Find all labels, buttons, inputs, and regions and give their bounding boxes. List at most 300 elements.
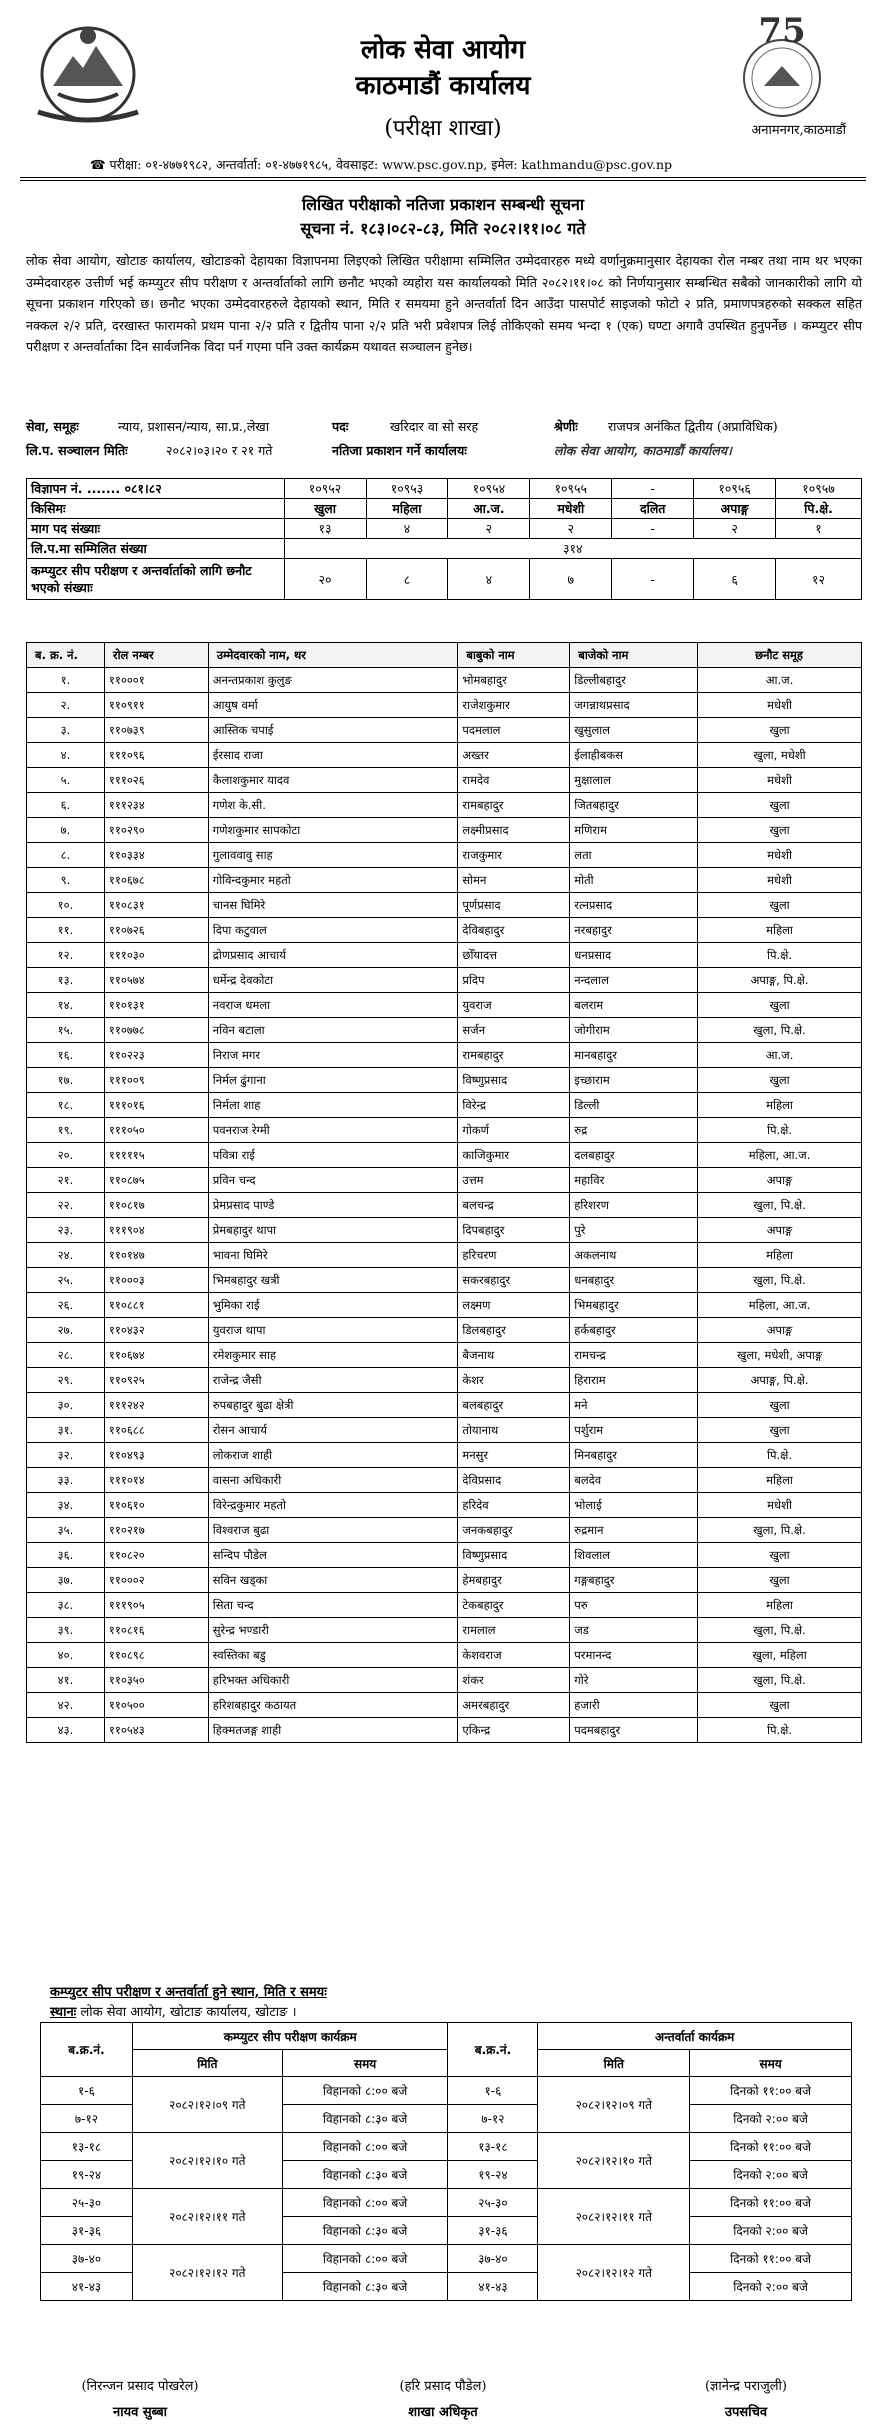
candidate-name-cell: लोकराज शाही <box>208 1443 458 1468</box>
schedule-row <box>41 2245 852 2273</box>
grandfather-name-cell: खुसुलाल <box>570 718 698 743</box>
notice-subtitle: सूचना नं. १८३।०८२-८३, मिति २०८२।११।०८ गते <box>300 219 586 238</box>
signatory-title: उपसचिव <box>724 2405 768 2420</box>
grandfather-name-cell: मानबहादुर <box>570 1043 698 1068</box>
roll-number-cell: ११०००२ <box>104 1568 208 1593</box>
table-row <box>27 768 862 793</box>
computer-test-time: विहानको ८:०० बजे <box>282 2245 448 2273</box>
interview-time: दिनको २:०० बजे <box>690 2105 852 2133</box>
selection-group-cell: महिला <box>698 1593 862 1618</box>
roll-number-cell: ११०४९३ <box>104 1443 208 1468</box>
serial-cell: १. <box>27 668 105 693</box>
interview-roll-range: १९-२४ <box>448 2161 538 2189</box>
time-header: समय <box>690 2050 852 2077</box>
selection-group-cell: खुला, पि.क्षे. <box>698 1193 862 1218</box>
service-label: सेवा, समूहः <box>26 419 79 434</box>
roll-number-cell: ११०२२३ <box>104 1043 208 1068</box>
table-row <box>27 1543 862 1568</box>
serial-cell: १६. <box>27 1043 105 1068</box>
interview-time: दिनको २:०० बजे <box>690 2217 852 2245</box>
father-name-cell: उत्तम <box>458 1168 570 1193</box>
results-body <box>27 668 862 1743</box>
candidate-name-cell: नविन बटाला <box>208 1018 458 1043</box>
class-value: राजपत्र अनंकित द्वितीय (अप्राविधिक) <box>608 419 778 434</box>
selection-group-cell: महिला <box>698 1093 862 1118</box>
roll-number-cell: ११०८८१ <box>104 1293 208 1318</box>
table-row <box>27 943 862 968</box>
candidate-name-cell: निर्मला शाह <box>208 1093 458 1118</box>
selected-cell: ४ <box>448 559 530 600</box>
computer-test-time: विहानको ८:०० बजे <box>282 2133 448 2161</box>
serial-cell: ३३. <box>27 1468 105 1493</box>
selection-group-cell: खुला <box>698 818 862 843</box>
schedule-row <box>41 2133 852 2161</box>
interview-roll-range: ७-१२ <box>448 2105 538 2133</box>
roll-number-cell: ११०८७५ <box>104 1168 208 1193</box>
roll-number-cell: ११०३५० <box>104 1668 208 1693</box>
selection-group-cell: अपाङ्ग <box>698 1218 862 1243</box>
grandfather-name-cell: शिवलाल <box>570 1543 698 1568</box>
roll-number-cell: १११२३४ <box>104 793 208 818</box>
letterhead <box>0 0 886 150</box>
roll-number-cell: १११०१४ <box>104 1468 208 1493</box>
table-row <box>27 1068 862 1093</box>
grandfather-name-cell: भिमबहादुर <box>570 1293 698 1318</box>
serial-cell: १५. <box>27 1018 105 1043</box>
table-row <box>27 1043 862 1068</box>
grandfather-name-cell: हजारी <box>570 1693 698 1718</box>
candidate-name-cell: निर्मल ढुंगाना <box>208 1068 458 1093</box>
table-row <box>27 793 862 818</box>
demand-cell: ४ <box>366 519 448 539</box>
serial-cell: १७. <box>27 1068 105 1093</box>
father-name-cell: विष्णुप्रसाद <box>458 1543 570 1568</box>
signatory-name: (हरि प्रसाद पौडेल) <box>399 2379 487 2394</box>
father-name-cell: लक्ष्मीप्रसाद <box>458 818 570 843</box>
table-row <box>27 968 862 993</box>
roll-number-cell: ११०८९८ <box>104 1643 208 1668</box>
roll-number-cell: ११०८३१ <box>104 893 208 918</box>
type-cell: आ.ज. <box>448 499 530 519</box>
candidate-name-cell: दिपा कटुवाल <box>208 918 458 943</box>
schedule-roll-header: ब.क्र.नं. <box>448 2023 538 2077</box>
father-name-cell: शंकर <box>458 1668 570 1693</box>
roll-number-cell: १११२४२ <box>104 1393 208 1418</box>
computer-test-date: २०८२।१२।१२ गते <box>132 2245 282 2301</box>
post-label: पदः <box>332 419 349 434</box>
computer-roll-range: २५-३० <box>41 2189 133 2217</box>
serial-cell: ३७. <box>27 1568 105 1593</box>
selection-group-cell: खुला <box>698 1568 862 1593</box>
ad-number-label: विज्ञापन नं. ....... ०८१।८२ <box>27 479 285 499</box>
grandfather-name-cell: गोरे <box>570 1668 698 1693</box>
selection-group-cell: आ.ज. <box>698 668 862 693</box>
candidate-name-cell: कैलाशकुमार यादव <box>208 768 458 793</box>
schedule-title: कम्प्युटर सीप परीक्षण र अन्तर्वार्ता हुने स्थान, मिति र समयः <box>50 1985 327 2000</box>
roll-number-cell: ११०००३ <box>104 1268 208 1293</box>
roll-number-cell: ११०१३१ <box>104 993 208 1018</box>
father-name-cell: छोँयादत्त <box>458 943 570 968</box>
candidate-name-cell: युवराज थापा <box>208 1318 458 1343</box>
roll-number-cell: १११०९६ <box>104 743 208 768</box>
selection-group-cell: महिला, आ.ज. <box>698 1293 862 1318</box>
notice-title: लिखित परीक्षाको नतिजा प्रकाशन सम्बन्धी सूचना <box>301 195 585 214</box>
computer-test-time: विहानको ८:३० बजे <box>282 2161 448 2189</box>
serial-cell: १०. <box>27 893 105 918</box>
grandfather-name-cell: गङ्गबहादुर <box>570 1568 698 1593</box>
selection-group-cell: खुला, पि.क्षे. <box>698 1018 862 1043</box>
interview-time: दिनको २:०० बजे <box>690 2273 852 2301</box>
grandfather-name-cell: जोगीराम <box>570 1018 698 1043</box>
grandfather-name-cell: परु <box>570 1593 698 1618</box>
serial-cell: ४१. <box>27 1668 105 1693</box>
grandfather-name-cell: डिल्लीबहादुर <box>570 668 698 693</box>
roll-number-cell: ११०७२६ <box>104 918 208 943</box>
selection-group-cell: खुला <box>698 993 862 1018</box>
candidate-name-cell: आयुष वर्मा <box>208 693 458 718</box>
father-name-cell: हरिचरण <box>458 1243 570 1268</box>
grandfather-name-cell: बलदेव <box>570 1468 698 1493</box>
serial-cell: २६. <box>27 1293 105 1318</box>
schedule-roll-header: ब.क्र.नं. <box>41 2023 133 2077</box>
roll-number-cell: १११००९ <box>104 1068 208 1093</box>
roll-number-cell: ११०२१७ <box>104 1518 208 1543</box>
selected-cell: १२ <box>776 559 862 600</box>
roll-number-cell: ११०६७८ <box>104 868 208 893</box>
serial-cell: ३२. <box>27 1443 105 1468</box>
roll-number-cell: ११०९२५ <box>104 1368 208 1393</box>
signatory-name: (ज्ञानेन्द्र पराजुली) <box>704 2379 787 2394</box>
branch-name: (परीक्षा शाखा) <box>384 116 502 141</box>
father-name-cell: सर्जन <box>458 1018 570 1043</box>
serial-cell: २२. <box>27 1193 105 1218</box>
table-row <box>27 843 862 868</box>
selection-group-cell: खुला, पि.क्षे. <box>698 1518 862 1543</box>
logo-number: 75 <box>758 11 806 51</box>
father-name-cell: पदमलाल <box>458 718 570 743</box>
selection-group-cell: खुला, मधेशी, अपाङ्ग <box>698 1343 862 1368</box>
candidate-name-cell: पवित्रा राई <box>208 1143 458 1168</box>
candidate-name-cell: आस्तिक चपाई <box>208 718 458 743</box>
grandfather-name-cell: बलराम <box>570 993 698 1018</box>
selection-group-cell: खुला <box>698 718 862 743</box>
grandfather-name-cell: रुद्र <box>570 1118 698 1143</box>
father-name-cell: काजिकुमार <box>458 1143 570 1168</box>
selected-cell: ६ <box>694 559 776 600</box>
grandfather-name-cell: अकलनाथ <box>570 1243 698 1268</box>
place-label: स्थानः <box>50 2005 77 2020</box>
table-row <box>27 1118 862 1143</box>
roll-number-cell: ११०२९० <box>104 818 208 843</box>
father-name-cell: तोयानाथ <box>458 1418 570 1443</box>
notice-body: लोक सेवा आयोग, खोटाङ कार्यालय, खोटाङको देहायका विज्ञापनमा लिइएको लिखित परीक्षामा सम्मिलित उम्मेदवारहरु मध्ये वर्णानुक्रमानुसार देहायका रोल नम्बर तथा नाम थर भएका उम्मेदवारहरु उत्तीर्ण भई कम्प्युटर सीप परीक्षण र अन्तर्वार्ताको लागि छनौट भएको व्यहोरा यस कार्यालयको मिति २०८२।११।०८ को निर्णयानुसार सम्बन्धित सबैको जानकारीको लागि यो सूचना प्रकाशन गरिएको छ। छनौट भएका उम्मेदवारहरुले देहायको स्थान, मिति र समयमा हुने अन्तर्वार्ता दिन आउँदा पासपोर्ट साइजको फोटो २ प्रति, प्रमाणपत्रहरुको सक्कल सहित नक्कल २/२ प्रति, दरखास्त फारामको प्रथम पाना २/२ प्रति र द्वितीय पाना २/२ प्रति भरी प्रवेशपत्र लिई तोकिएको समय भन्दा १ (एक) घण्टा अगावै उपस्थित हुनुपर्नेछ । कम्प्युटर सीप परीक्षण र अन्तर्वार्ताका दिन सार्वजनिक विदा पर्न गएमा पनि उक्त कार्यक्रम यथावत सञ्चालन हुनेछ। <box>26 253 862 354</box>
grandfather-name-cell: रुद्रमान <box>570 1518 698 1543</box>
selection-group-cell: मधेशी <box>698 843 862 868</box>
father-name-cell: देविबहादुर <box>458 918 570 943</box>
father-name-cell: भोमबहादुर <box>458 668 570 693</box>
interview-roll-range: ३१-३६ <box>448 2217 538 2245</box>
type-cell: पि.क्षे. <box>776 499 862 519</box>
serial-cell: ३८. <box>27 1593 105 1618</box>
vacancy-table <box>26 478 862 600</box>
type-label: किसिमः <box>27 499 285 519</box>
computer-roll-range: ३१-३६ <box>41 2217 133 2245</box>
serial-cell: २८. <box>27 1343 105 1368</box>
serial-cell: ४२. <box>27 1693 105 1718</box>
col-header: उम्मेदवारको नाम, थर <box>208 643 458 668</box>
roll-number-cell: ११०८२० <box>104 1543 208 1568</box>
candidate-name-cell: हरिशबहादुर कठायत <box>208 1693 458 1718</box>
father-name-cell: विरेन्द्र <box>458 1093 570 1118</box>
computer-roll-range: ३७-४० <box>41 2245 133 2273</box>
interview-date: २०८२।१२।०९ गते <box>538 2077 690 2133</box>
table-row <box>27 743 862 768</box>
table-row <box>27 1418 862 1443</box>
father-name-cell: बलचन्द्र <box>458 1193 570 1218</box>
father-name-cell: रामदेव <box>458 768 570 793</box>
place-value: लोक सेवा आयोग, खोटाङ कार्यालय, खोटाङ । <box>76 2005 297 2020</box>
ad-number-cell: १०९५७ <box>776 479 862 499</box>
serial-cell: ८. <box>27 843 105 868</box>
father-name-cell: केशर <box>458 1368 570 1393</box>
selection-group-cell: पि.क्षे. <box>698 1118 862 1143</box>
serial-cell: ६. <box>27 793 105 818</box>
selection-group-cell: पि.क्षे. <box>698 1718 862 1743</box>
ad-number-cell: १०९५५ <box>530 479 612 499</box>
selection-group-cell: पि.क्षे. <box>698 1443 862 1468</box>
grandfather-name-cell: डिल्ली <box>570 1093 698 1118</box>
date-header: मिति <box>538 2050 690 2077</box>
serial-cell: १४. <box>27 993 105 1018</box>
serial-cell: ९. <box>27 868 105 893</box>
roll-number-cell: ११०५४३ <box>104 1718 208 1743</box>
exam-date-value: २०८२।०३।२० र २१ गते <box>166 443 273 458</box>
roll-number-cell: ११०८१६ <box>104 1618 208 1643</box>
father-name-cell: रामलाल <box>458 1618 570 1643</box>
serial-cell: १९. <box>27 1118 105 1143</box>
grandfather-name-cell: नन्दलाल <box>570 968 698 993</box>
interview-roll-range: ३७-४० <box>448 2245 538 2273</box>
roll-number-cell: ११०७७८ <box>104 1018 208 1043</box>
grandfather-name-cell: हरिशरण <box>570 1193 698 1218</box>
table-row <box>27 1643 862 1668</box>
candidate-name-cell: विश्वराज बुढा <box>208 1518 458 1543</box>
signature-block <box>343 2376 543 2420</box>
computer-test-date: २०८२।१२।११ गते <box>132 2189 282 2245</box>
candidate-name-cell: धर्मेन्द्र देवकोटा <box>208 968 458 993</box>
selection-group-cell: खुला, पि.क्षे. <box>698 1668 862 1693</box>
selection-group-cell: पि.क्षे. <box>698 943 862 968</box>
signature-block <box>646 2376 846 2420</box>
grandfather-name-cell: रत्नप्रसाद <box>570 893 698 918</box>
interview-time: दिनको २:०० बजे <box>690 2161 852 2189</box>
father-name-cell: सकरबहादुर <box>458 1268 570 1293</box>
candidate-name-cell: सिता चन्द <box>208 1593 458 1618</box>
type-cell: दलित <box>612 499 694 519</box>
candidate-name-cell: भिमबहादुर खत्री <box>208 1268 458 1293</box>
roll-number-cell: ११०३३४ <box>104 843 208 868</box>
candidate-name-cell: राजेन्द्र जैसी <box>208 1368 458 1393</box>
roll-number-cell: १११०१६ <box>104 1093 208 1118</box>
father-name-cell: बलबहादुर <box>458 1393 570 1418</box>
service-value: न्याय, प्रशासन/न्याय, सा.प्र.,लेखा <box>118 419 269 434</box>
interview-date: २०८२।१२।११ गते <box>538 2189 690 2245</box>
type-cell: मधेशी <box>530 499 612 519</box>
roll-number-cell: ११०९११ <box>104 693 208 718</box>
grandfather-name-cell: मिनबहादुर <box>570 1443 698 1468</box>
demand-cell: २ <box>530 519 612 539</box>
selection-group-cell: आ.ज. <box>698 1043 862 1068</box>
selection-group-cell: मधेशी <box>698 868 862 893</box>
signatory-title: नायव सुब्बा <box>112 2405 168 2420</box>
ad-number-cell: १०९५३ <box>366 479 448 499</box>
selection-group-cell: अपाङ्ग, पि.क्षे. <box>698 1368 862 1393</box>
signatory-name: (निरन्जन प्रसाद पोखरेल) <box>81 2379 199 2394</box>
computer-test-time: विहानको ८:०० बजे <box>282 2189 448 2217</box>
schedule-row <box>41 2077 852 2105</box>
selected-label: कम्प्युटर सीप परीक्षण र अन्तर्वार्ताको लागि छनौट भएको संख्याः <box>27 559 285 600</box>
table-row <box>27 1143 862 1168</box>
grandfather-name-cell: पुरे <box>570 1218 698 1243</box>
computer-test-time: विहानको ८:०० बजे <box>282 2077 448 2105</box>
table-row <box>27 1518 862 1543</box>
roll-number-cell: १११०२६ <box>104 768 208 793</box>
serial-cell: ३. <box>27 718 105 743</box>
roll-number-cell: ११०८१७ <box>104 1193 208 1218</box>
candidate-name-cell: प्रेमप्रसाद पाण्डे <box>208 1193 458 1218</box>
candidate-name-cell: अनन्तप्रकाश कुलुङ <box>208 668 458 693</box>
selection-group-cell: खुला <box>698 1418 862 1443</box>
candidate-name-cell: प्रविन चन्द <box>208 1168 458 1193</box>
selection-group-cell: अपाङ्ग <box>698 1318 862 1343</box>
table-row <box>27 1693 862 1718</box>
selected-cell: ८ <box>366 559 448 600</box>
selection-group-cell: महिला <box>698 1468 862 1493</box>
interview-date: २०८२।१२।१० गते <box>538 2133 690 2189</box>
father-name-cell: गोकर्ण <box>458 1118 570 1143</box>
serial-cell: ३५. <box>27 1518 105 1543</box>
schedule-body <box>41 2077 852 2301</box>
ad-number-cell: १०९५४ <box>448 479 530 499</box>
result-office-label: नतिजा प्रकाशन गर्ने कार्यालयः <box>332 443 467 458</box>
father-name-cell: बैजनाथ <box>458 1343 570 1368</box>
candidate-name-cell: हरिभक्त अधिकारी <box>208 1668 458 1693</box>
grandfather-name-cell: मोती <box>570 868 698 893</box>
father-name-cell: डिलबहादुर <box>458 1318 570 1343</box>
father-name-cell: मनसुर <box>458 1443 570 1468</box>
org-name: लोक सेवा आयोग <box>360 35 526 65</box>
serial-cell: २. <box>27 693 105 718</box>
table-row <box>27 1218 862 1243</box>
grandfather-name-cell: हर्कबहादुर <box>570 1318 698 1343</box>
table-row <box>27 1318 862 1343</box>
computer-test-time: विहानको ८:३० बजे <box>282 2273 448 2301</box>
table-row <box>27 893 862 918</box>
selection-group-cell: महिला, आ.ज. <box>698 1143 862 1168</box>
results-table <box>26 642 862 1743</box>
father-name-cell: हरिदेव <box>458 1493 570 1518</box>
appeared-label: लि.प.मा सम्मिलित संख्या <box>27 539 285 559</box>
table-row <box>27 668 862 693</box>
serial-cell: २९. <box>27 1368 105 1393</box>
selected-cell: २० <box>284 559 366 600</box>
roll-number-cell: १११०५० <box>104 1118 208 1143</box>
selection-group-cell: खुला <box>698 1068 862 1093</box>
selection-group-cell: महिला <box>698 1243 862 1268</box>
serial-cell: ३४. <box>27 1493 105 1518</box>
serial-cell: ४०. <box>27 1643 105 1668</box>
header-divider <box>20 177 866 178</box>
selected-cell: ७ <box>530 559 612 600</box>
grandfather-name-cell: लता <box>570 843 698 868</box>
demand-cell: १३ <box>284 519 366 539</box>
office-name: काठमाडौं कार्यालय <box>355 71 531 101</box>
serial-cell: ११. <box>27 918 105 943</box>
demand-cell: २ <box>448 519 530 539</box>
selection-group-cell: खुला <box>698 793 862 818</box>
father-name-cell: सोमन <box>458 868 570 893</box>
serial-cell: ४. <box>27 743 105 768</box>
father-name-cell: विष्णुप्रसाद <box>458 1068 570 1093</box>
father-name-cell: दिपबहादुर <box>458 1218 570 1243</box>
selection-group-cell: खुला <box>698 1693 862 1718</box>
candidate-name-cell: गणेशकुमार सापकोटा <box>208 818 458 843</box>
col-header: ब. क्र. नं. <box>27 643 105 668</box>
grandfather-name-cell: जड <box>570 1618 698 1643</box>
selection-group-cell: मधेशी <box>698 693 862 718</box>
selection-group-cell: खुला, मधेशी <box>698 743 862 768</box>
candidate-name-cell: सुरेन्द्र भण्डारी <box>208 1618 458 1643</box>
grandfather-name-cell: हिराराम <box>570 1368 698 1393</box>
result-office-value: लोक सेवा आयोग, काठमाडौं कार्यालय। <box>554 443 732 458</box>
serial-cell: २१. <box>27 1168 105 1193</box>
serial-cell: २५. <box>27 1268 105 1293</box>
table-row <box>27 1018 862 1043</box>
computer-test-date: २०८२।१२।०९ गते <box>132 2077 282 2133</box>
roll-number-cell: १११११५ <box>104 1143 208 1168</box>
candidate-name-cell: पवनराज रेग्मी <box>208 1118 458 1143</box>
class-label: श्रेणीः <box>554 419 578 434</box>
candidate-name-cell: गुलाववावु साह <box>208 843 458 868</box>
serial-cell: ७. <box>27 818 105 843</box>
table-row <box>27 1618 862 1643</box>
col-header: छनौट समूह <box>698 643 862 668</box>
computer-roll-range: १-६ <box>41 2077 133 2105</box>
serial-cell: ३६. <box>27 1543 105 1568</box>
serial-cell: २४. <box>27 1243 105 1268</box>
signature-block <box>40 2376 240 2420</box>
table-row <box>27 1343 862 1368</box>
grandfather-name-cell: रामचन्द्र <box>570 1343 698 1368</box>
candidate-name-cell: सन्दिप पौडेल <box>208 1543 458 1568</box>
father-name-cell: युवराज <box>458 993 570 1018</box>
roll-number-cell: ११०५७४ <box>104 968 208 993</box>
serial-cell: १३. <box>27 968 105 993</box>
grandfather-name-cell: महाविर <box>570 1168 698 1193</box>
selection-group-cell: खुला, पि.क्षे. <box>698 1618 862 1643</box>
selection-group-cell: खुला <box>698 1543 862 1568</box>
type-cell: महिला <box>366 499 448 519</box>
interview-header: अन्तर्वार्ता कार्यक्रम <box>538 2023 852 2050</box>
father-name-cell: लक्ष्मण <box>458 1293 570 1318</box>
grandfather-name-cell: भोलाई <box>570 1493 698 1518</box>
table-row <box>27 1493 862 1518</box>
roll-number-cell: ११०७३९ <box>104 718 208 743</box>
grandfather-name-cell: धनप्रसाद <box>570 943 698 968</box>
candidate-name-cell: विरेन्द्रकुमार महतो <box>208 1493 458 1518</box>
father-name-cell: रामबहादुर <box>458 793 570 818</box>
candidate-name-cell: नवराज धमला <box>208 993 458 1018</box>
